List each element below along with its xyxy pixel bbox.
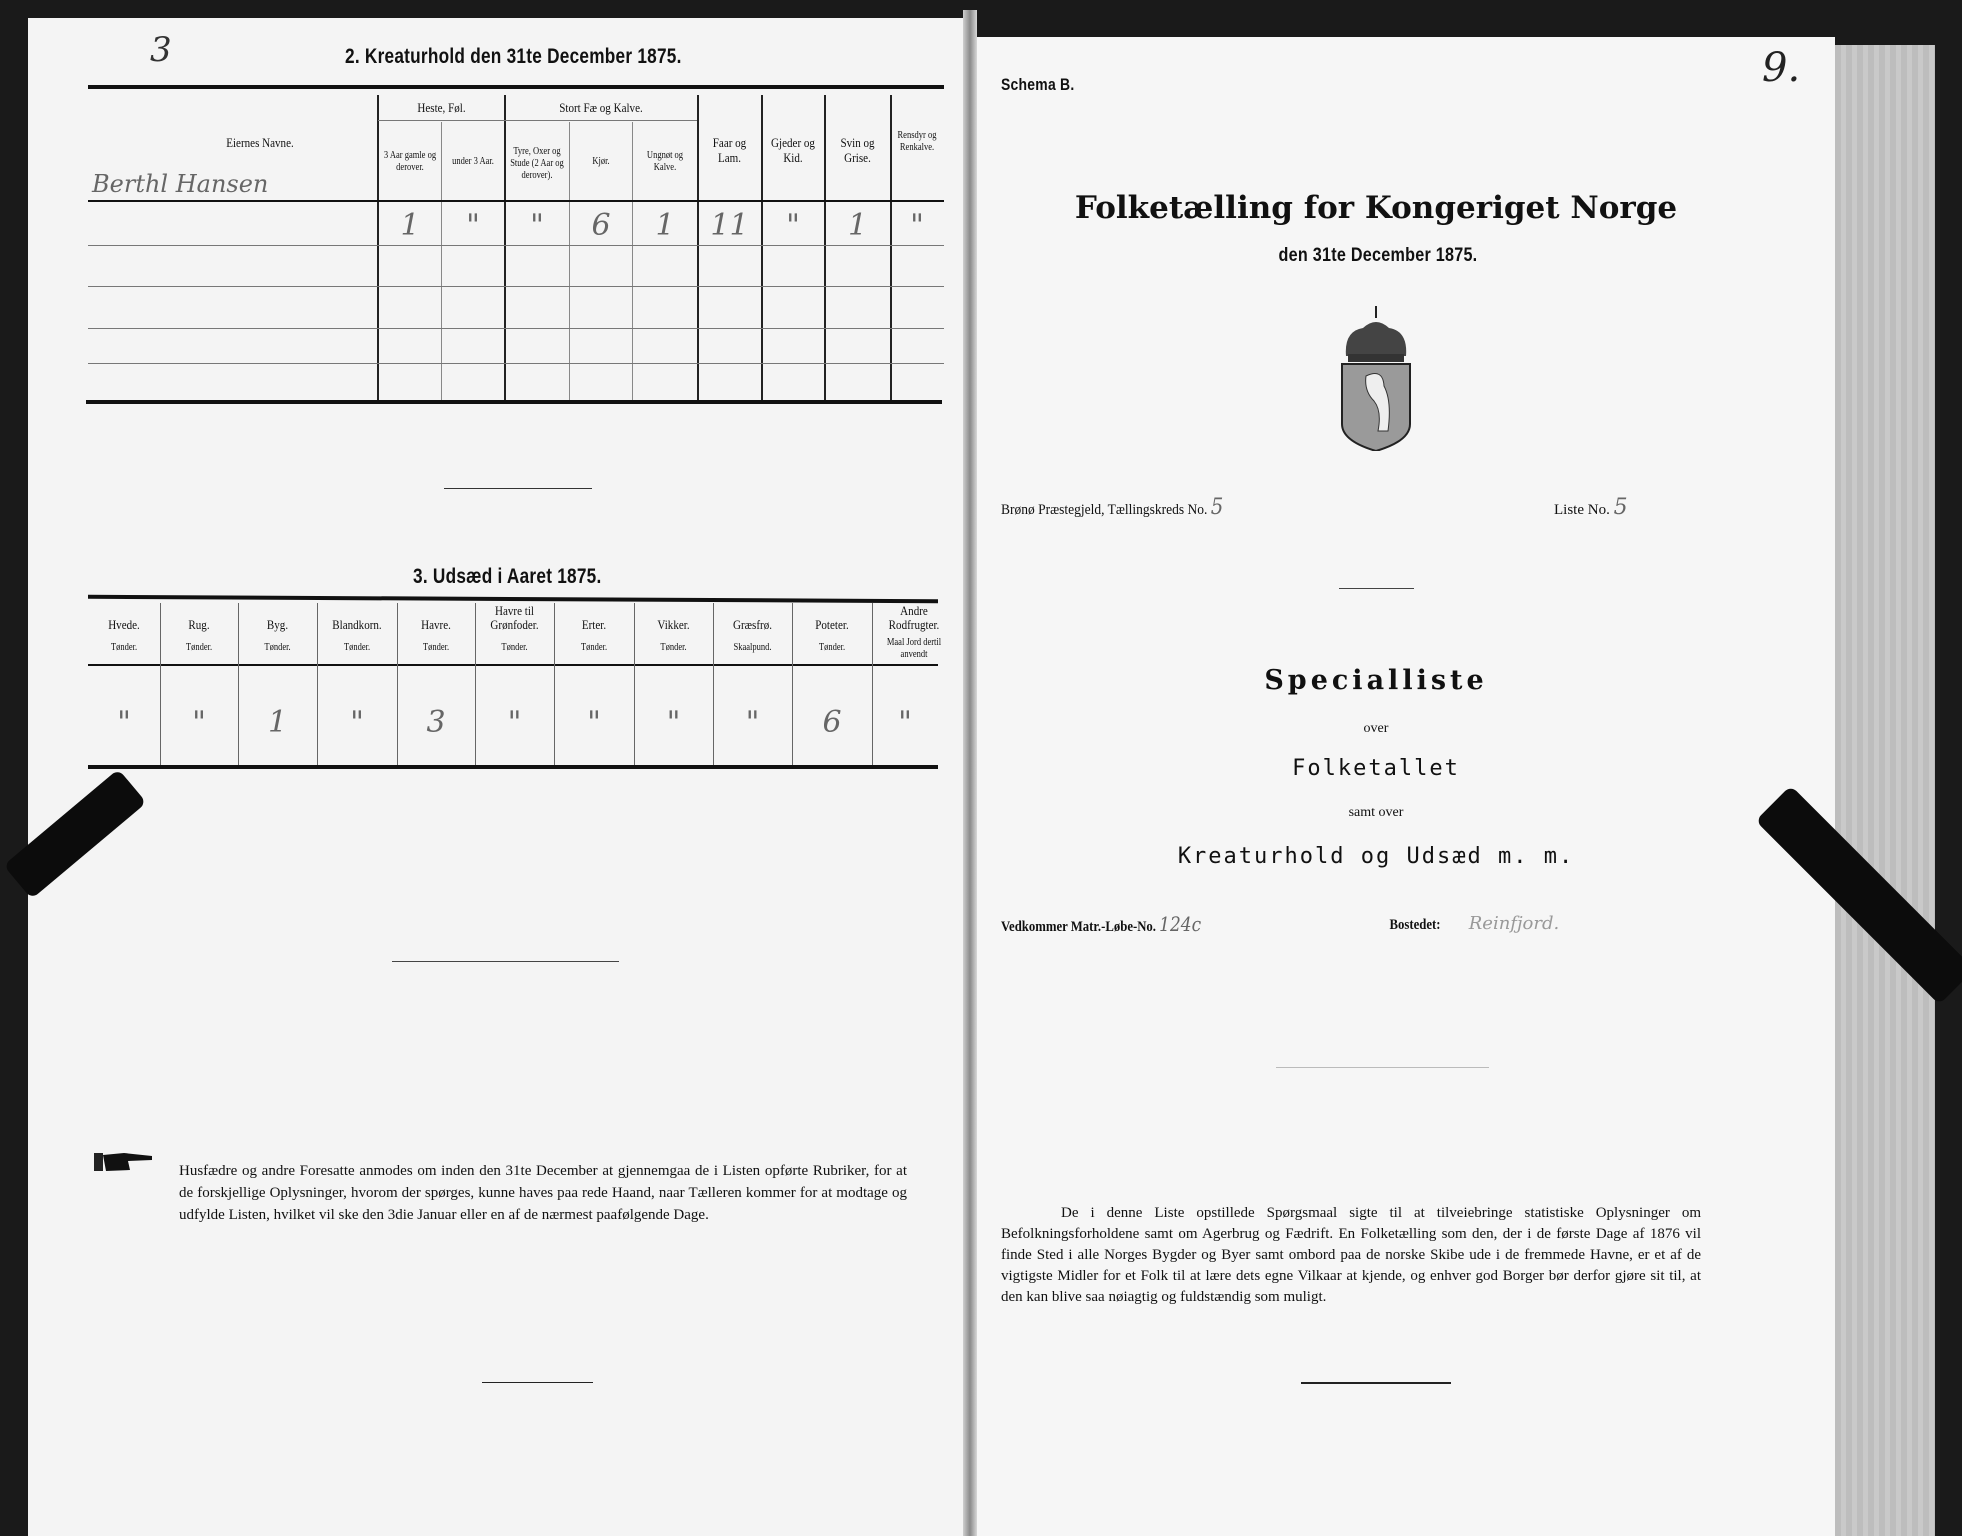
bosted-label: Bostedet: bbox=[1389, 917, 1441, 933]
livestock-value: 1 bbox=[400, 208, 420, 243]
col-sheep: Faar og Lam. bbox=[712, 135, 747, 165]
list-number: 5 bbox=[1613, 495, 1628, 520]
pointing-hand-icon bbox=[94, 1150, 154, 1174]
livestock-value: " bbox=[466, 208, 480, 243]
explanation-paragraph: De i denne Liste opstillede Spørgsmaal sigte til at tilveiebringe statistiske Oplysninger om Befolkningsforholdene samt om Agerbrug og Fædrift. En Folketælling som den, der i de første Dage af 1876 vil finde Sted i alle Norges Bygder og Byer samt ombord paa de norske Skibe ude i de fremmede Havne, er et af de vigtigste Midler for et Folk til at lære dets egne Vilkaar at kjende, og enhver god Borger bør derfor gjøre sit til, at den kan blive saa nøiagtig og fuldstændig som muligt. bbox=[1001, 1205, 1701, 1305]
corner-mark: 3 bbox=[150, 30, 172, 70]
book-spine bbox=[963, 10, 977, 1536]
coat-of-arms-icon bbox=[1338, 306, 1414, 451]
owner-name: Berthl Hansen bbox=[92, 170, 269, 198]
bosted-line bbox=[1385, 913, 1559, 936]
livestock-value: 6 bbox=[591, 208, 611, 243]
matr-number: 124c bbox=[1159, 912, 1202, 936]
list-label: Liste No. bbox=[1554, 502, 1610, 518]
column-divider bbox=[554, 603, 555, 765]
seed-value: " bbox=[192, 705, 206, 740]
seed-column-unit: Maal Jord dertil anvendt bbox=[886, 637, 942, 660]
column-divider bbox=[475, 603, 476, 765]
page-number: 9. bbox=[1762, 45, 1801, 91]
seed-column-name: Andre Rodfrugter. bbox=[888, 603, 940, 632]
bosted-value: Reinfjord. bbox=[1468, 913, 1560, 934]
seed-value: " bbox=[350, 705, 364, 740]
column-divider bbox=[872, 603, 873, 765]
notice-text: Husfædre og andre Foresatte anmodes om inden den 31te December at gjennemgaa de i Listen opførte Rubriker, for at de forskjellige Oplysninger, hvorom der spørges, kunne haves paa rede Haand, naar Tælleren kommer for at modtage og udfylde Listen, hvilket vil ske den 3die Januar eller en af de nærmest paafølgende Dage. bbox=[179, 1163, 907, 1223]
column-divider bbox=[713, 603, 714, 765]
column-divider bbox=[238, 603, 239, 765]
district-line bbox=[1001, 497, 1223, 521]
schema-label: Schema B. bbox=[1001, 75, 1075, 94]
owner-header: Eiernes Navne. bbox=[226, 135, 294, 150]
seed-column-unit: Skaalpund. bbox=[733, 642, 772, 653]
district-number: 5 bbox=[1210, 495, 1224, 520]
seed-column-name: Erter. bbox=[581, 617, 607, 632]
seed-column-name: Græsfrø. bbox=[733, 617, 772, 632]
livestock-value: 1 bbox=[655, 208, 675, 243]
seed-column-unit: Tønder. bbox=[110, 642, 138, 653]
document-subtitle: den 31te December 1875. bbox=[1278, 245, 1478, 266]
seed-column-name: Blandkorn. bbox=[332, 617, 382, 632]
over-text: over bbox=[1363, 721, 1389, 736]
document-title: Folketælling for Kongeriget Norge bbox=[1074, 190, 1678, 226]
seed-column-unit: Tønder. bbox=[343, 642, 371, 653]
col-bulls: Tyre, Oxer og Stude (2 Aar og derover). bbox=[510, 146, 564, 181]
matr-line bbox=[1001, 913, 1201, 938]
seed-column-unit: Tønder. bbox=[264, 642, 291, 653]
matr-label: Vedkommer Matr.-Løbe-No. bbox=[1001, 919, 1156, 935]
seed-value: " bbox=[117, 705, 131, 740]
seed-column-name: Poteter. bbox=[815, 617, 849, 632]
seed-value: 3 bbox=[426, 705, 446, 740]
list-line bbox=[1554, 497, 1628, 521]
seed-value: " bbox=[666, 705, 681, 740]
livestock-value: " bbox=[530, 208, 544, 243]
seed-column-name: Havre til Grønfoder. bbox=[490, 603, 539, 632]
seed-value: " bbox=[587, 705, 601, 740]
col-goats: Gjeder og Kid. bbox=[771, 135, 815, 165]
seed-column-name: Vikker. bbox=[657, 617, 690, 632]
column-divider bbox=[792, 603, 793, 765]
kreaturhold-text: Kreaturhold og Udsæd m. m. bbox=[1177, 844, 1575, 869]
seed-column-unit: Tønder. bbox=[185, 642, 213, 653]
seed-column-name: Byg. bbox=[266, 617, 289, 632]
livestock-value: 11 bbox=[710, 208, 749, 243]
section2-title: 2. Kreaturhold den 31te December 1875. bbox=[345, 45, 682, 68]
col-reindeer: Rensdyr og Renkalve. bbox=[897, 130, 937, 153]
group-horses: Heste, Føl. bbox=[417, 100, 466, 115]
livestock-value: 1 bbox=[847, 208, 868, 243]
col-cows: Kjør. bbox=[592, 156, 610, 167]
seed-column-unit: Tønder. bbox=[660, 642, 687, 653]
seed-column-name: Havre. bbox=[421, 617, 451, 632]
seed-value: " bbox=[898, 705, 912, 740]
livestock-value: " bbox=[786, 208, 800, 243]
specialliste-heading: Specialliste bbox=[1264, 665, 1488, 696]
seed-column-unit: Tønder. bbox=[818, 642, 846, 653]
seed-value: 1 bbox=[267, 705, 288, 740]
column-divider bbox=[634, 603, 635, 765]
seed-value: " bbox=[745, 705, 760, 740]
seed-column-unit: Tønder. bbox=[422, 642, 450, 653]
column-divider bbox=[160, 603, 161, 765]
page-edges bbox=[1835, 45, 1935, 1536]
samt-over-text: samt over bbox=[1348, 805, 1404, 820]
seed-column-name: Hvede. bbox=[108, 617, 140, 632]
col-horses-under3: under 3 Aar. bbox=[452, 156, 494, 167]
folketallet-text: Folketallet bbox=[1292, 756, 1460, 781]
col-pigs: Svin og Grise. bbox=[840, 135, 875, 165]
col-horses-3yr: 3 Aar gamle og derover. bbox=[383, 150, 437, 173]
column-divider bbox=[317, 603, 318, 765]
group-cattle: Stort Fæ og Kalve. bbox=[559, 100, 643, 115]
seed-value: " bbox=[507, 705, 522, 740]
district-label: Brønø Præstegjeld, Tællingskreds No. bbox=[1001, 502, 1208, 518]
livestock-value: " bbox=[910, 208, 924, 243]
seed-column-name: Rug. bbox=[188, 617, 210, 632]
section3-title: 3. Udsæd i Aaret 1875. bbox=[413, 565, 602, 588]
seed-column-unit: Tønder. bbox=[580, 642, 608, 653]
column-divider bbox=[397, 603, 398, 765]
seed-column-unit: Tønder. bbox=[501, 642, 528, 653]
col-calves: Ungnøt og Kalve. bbox=[646, 150, 684, 173]
seed-value: 6 bbox=[822, 705, 842, 740]
